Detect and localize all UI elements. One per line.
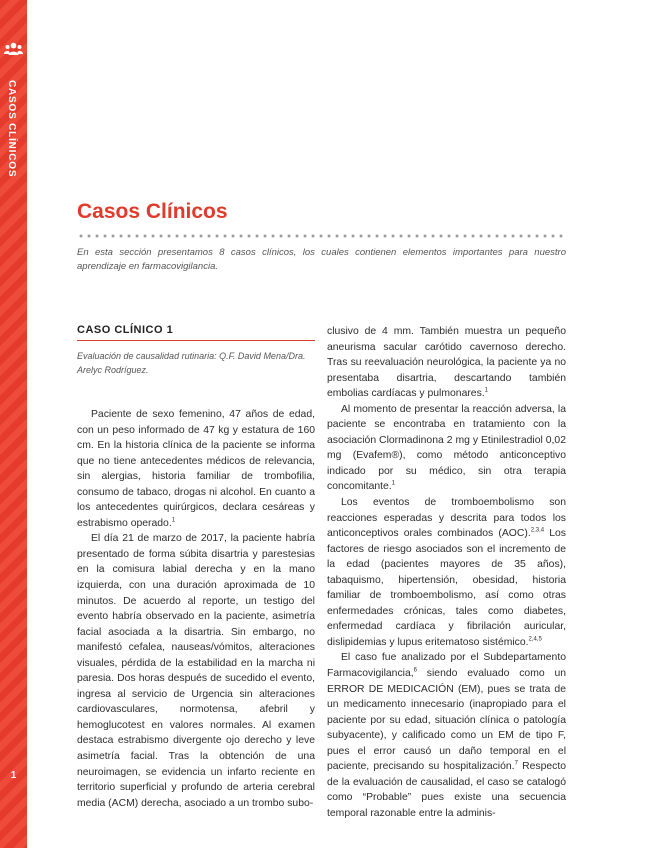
paragraph: Los eventos de tromboembolismo son reacciones esperadas y descrita para todos los anticonceptivos orales combinados (AOC).$^{2,3,4}$ Los factores de riesgo asociados son el incremento de la edad (pacientes mayores de 35 años), tabaquismo, hipertensión, obesidad, historia familiar de tromboembolismo, así como otras enfermedades crónicas, tales como diabetes, enfermedad cardíaca y fibrilación auricular, dislipidemias y lupus eritematoso sistémico.$^{2,4,5}$ <box>327 497 566 648</box>
section-label: CASOS CLÍNICOS <box>6 80 17 178</box>
paragraph: Paciente de sexo femenino, 47 años de edad, con un peso informado de 47 kg y estatura de 160 cm. En la historia clínica de la paciente se informa que no tiene antecedentes médicos de relevancia, sin alergias, historia familiar de trombofilia, consumo de tabaco, drogas ni alcohol. En cuanto a los antecedentes quirúrgicos, declara cesáreas y estrabismo operado.$^1$ <box>77 409 315 529</box>
left-column <box>77 324 315 811</box>
dotted-divider <box>77 234 564 238</box>
people-group-icon <box>4 42 23 56</box>
paragraph: El caso fue analizado por el Subdepartamento Farmacovigilancia,$^6$ siendo evaluado como un ERROR DE MEDICACIÓN (EM), pues se trata de un medicamento innecesario (inapropiado para el paciente por su edad, situación clínica o patología subyacente), y calificado como un EM de tipo F, pues el error causó un daño temporal en el paciente, precisando su hospitalización.$^7$ Respecto de la evaluación de causalidad, el caso se catalogó como “Probable” pues existe una secuencia temporal razonable entre la adminis- <box>327 652 566 819</box>
section-sidebar <box>0 0 27 848</box>
paragraph: El día 21 de marzo de 2017, la paciente habría presentado de forma súbita disartria y parestesias en la comisura labial derecha y en la mano izquierda, con una duración aproximada de 10 minutos. De acuerdo al reporte, un testigo del evento habría observado en la paciente, asimetría facial asociada a la disartria. Sin embargo, no manifestó cefalea, nauseas/vómitos, alteraciones visuales, pérdida de la estabilidad en la marcha ni paresia. Dos horas después de sucedido el evento, ingresa al servicio de Urgencia sin alteraciones cardiovasculares, normotensa, afebril y hemoglucotest en valores normales. Al examen destaca estrabismo divergente ojo derecho y leve asimetría facial. Tras la obtención de una neuroimagen, se evidencia un infarto reciente en territorio superficial y profundo de arteria cerebral media (ACM) derecha, asociado a un trombo subo- <box>77 533 315 809</box>
paragraph: Al momento de presentar la reacción adversa, la paciente se encontraba en tratamiento con la asociación Clormadinona 2 mg y Etinilestradiol 0,02 mg (Evafem®), como método anticonceptivo indicado por su médico, sin otra terapia concomitante.$^1$ <box>327 403 566 493</box>
case-evaluation: Evaluación de causalidad rutinaria: Q.F. David Mena/Dra. Arelyc Rodríguez. <box>77 351 306 375</box>
right-column <box>327 324 566 822</box>
page-number: 1 <box>10 770 17 781</box>
case-heading: CASO CLÍNICO 1 <box>77 324 315 341</box>
paragraph: clusivo de 4 mm. También muestra un pequeño aneurisma sacular carótido cavernoso derecho. Tras su reevaluación neurológica, la paciente ya no presentaba disartria, descartando también embolias cardíacas y pulmonares.$^1$ <box>327 326 566 400</box>
page-title: Casos Clínicos <box>77 200 228 223</box>
intro-text: En esta sección presentamos 8 casos clínicos, los cuales contienen elementos importantes para nuestro aprendizaje en farmacovigilancia. <box>77 247 566 272</box>
